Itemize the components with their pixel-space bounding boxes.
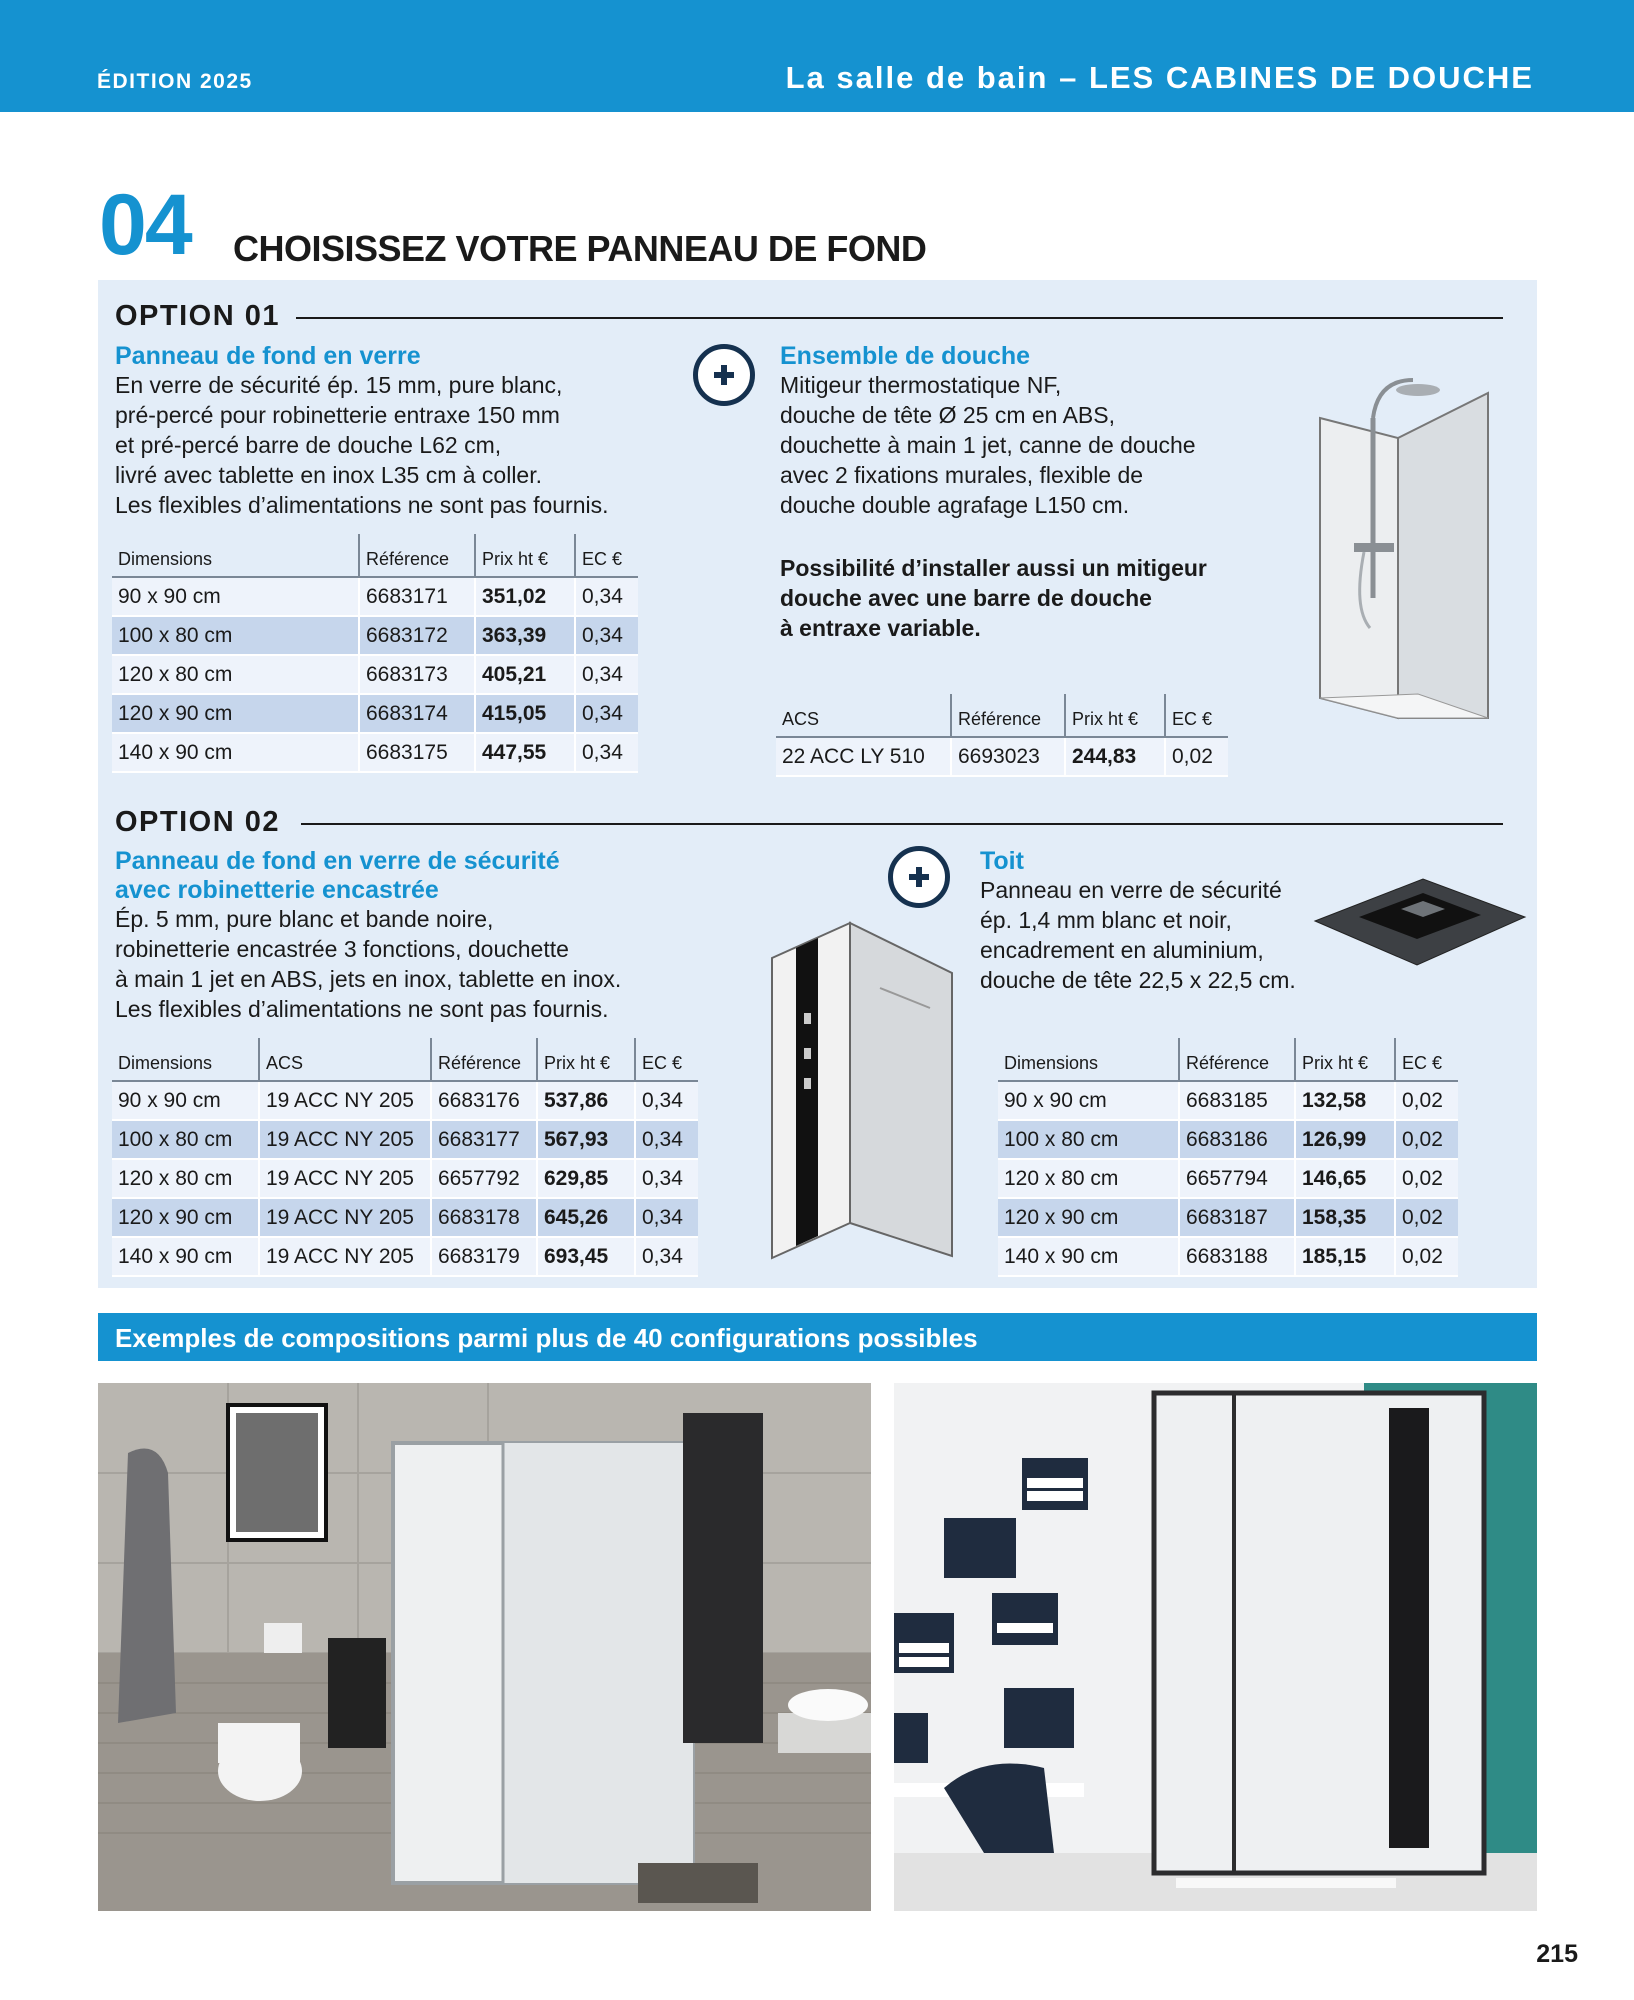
- price-cell: 146,65: [1295, 1159, 1395, 1198]
- table-row: [998, 1120, 1458, 1159]
- col-header: ACS: [259, 1038, 431, 1081]
- cell: 19 ACC NY 205: [259, 1237, 431, 1276]
- cell: 90 x 90 cm: [998, 1081, 1179, 1120]
- cell: 90 x 90 cm: [112, 1081, 259, 1120]
- price-cell: 415,05: [475, 694, 575, 733]
- edition-label: ÉDITION 2025: [97, 70, 253, 93]
- note-line: à entraxe variable.: [780, 615, 981, 641]
- desc-line: douchette à main 1 jet, canne de douche: [780, 432, 1196, 458]
- table-row: [112, 733, 638, 772]
- desc-line: douche double agrafage L150 cm.: [780, 492, 1130, 518]
- price-cell: 244,83: [1065, 737, 1165, 776]
- option-2-label: OPTION 02: [115, 806, 280, 838]
- col-header: Référence: [1179, 1038, 1295, 1081]
- roof-illustration: [1313, 875, 1528, 975]
- table-row: [112, 1237, 698, 1276]
- option-2-price-table: [112, 1038, 698, 1277]
- cell: 0,34: [635, 1081, 698, 1120]
- cell: 19 ACC NY 205: [259, 1198, 431, 1237]
- cell: 6683175: [359, 733, 475, 772]
- cell: 120 x 90 cm: [998, 1198, 1179, 1237]
- col-header: Dimensions: [112, 1038, 259, 1081]
- cell: 6683188: [1179, 1237, 1295, 1276]
- note-line: douche avec une barre de douche: [780, 585, 1152, 611]
- table-row: [112, 694, 638, 733]
- price-cell: 185,15: [1295, 1237, 1395, 1276]
- price-cell: 132,58: [1295, 1081, 1395, 1120]
- option-1-label: OPTION 01: [115, 300, 280, 332]
- cell: 22 ACC LY 510: [776, 737, 951, 776]
- cell: 0,02: [1395, 1237, 1458, 1276]
- plus-icon: [693, 344, 755, 406]
- cell: 0,02: [1395, 1081, 1458, 1120]
- cell: 120 x 80 cm: [112, 1159, 259, 1198]
- option-2-title: [115, 847, 560, 905]
- desc-line: Mitigeur thermostatique NF,: [780, 372, 1062, 398]
- option-1-description: [115, 370, 609, 520]
- cell: 6683174: [359, 694, 475, 733]
- cell: 100 x 80 cm: [998, 1120, 1179, 1159]
- examples-banner-text: Exemples de compositions parmi plus de 40 configurations possibles: [115, 1323, 978, 1353]
- cell: 6683176: [431, 1081, 537, 1120]
- price-cell: 537,86: [537, 1081, 635, 1120]
- cell: 140 x 90 cm: [112, 733, 359, 772]
- table-row: [112, 1081, 698, 1120]
- desc-line: encadrement en aluminium,: [980, 937, 1264, 963]
- col-header: ACS: [776, 694, 951, 737]
- cell: 0,02: [1395, 1198, 1458, 1237]
- option-1-rule: [296, 317, 1503, 319]
- desc-line: douche de tête Ø 25 cm en ABS,: [780, 402, 1115, 428]
- cell: 100 x 80 cm: [112, 1120, 259, 1159]
- col-header: EC €: [1395, 1038, 1458, 1081]
- col-header: Dimensions: [112, 534, 359, 577]
- price-cell: 405,21: [475, 655, 575, 694]
- desc-line: Les flexibles d’alimentations ne sont pas fournis.: [115, 996, 609, 1022]
- cell: 0,34: [635, 1120, 698, 1159]
- roof-title: Toit: [980, 847, 1024, 875]
- cell: 6693023: [951, 737, 1065, 776]
- desc-line: livré avec tablette en inox L35 cm à coller.: [115, 462, 543, 488]
- cell: 19 ACC NY 205: [259, 1159, 431, 1198]
- cell: 19 ACC NY 205: [259, 1081, 431, 1120]
- table-row: [998, 1237, 1458, 1276]
- col-header: Prix ht €: [1295, 1038, 1395, 1081]
- desc-line: avec 2 fixations murales, flexible de: [780, 462, 1144, 488]
- cell: 120 x 90 cm: [112, 1198, 259, 1237]
- cell: 6683173: [359, 655, 475, 694]
- col-header: Prix ht €: [1065, 694, 1165, 737]
- table-row: [112, 1120, 698, 1159]
- price-cell: 567,93: [537, 1120, 635, 1159]
- example-photo-2: [894, 1383, 1537, 1911]
- example-photo-1: [98, 1383, 871, 1911]
- table-row: [112, 577, 638, 616]
- shower-set-illustration: [1298, 368, 1508, 738]
- cell: 6683171: [359, 577, 475, 616]
- page-header: [0, 0, 1634, 112]
- option-1-price-table: [112, 534, 638, 773]
- cell: 19 ACC NY 205: [259, 1120, 431, 1159]
- cell: 140 x 90 cm: [112, 1237, 259, 1276]
- shower-set-price-table: [776, 694, 1228, 777]
- price-cell: 363,39: [475, 616, 575, 655]
- table-row: [998, 1198, 1458, 1237]
- title-line: Panneau de fond en verre de sécurité: [115, 847, 560, 875]
- cell: 0,34: [575, 577, 638, 616]
- col-header: EC €: [575, 534, 638, 577]
- cell: 100 x 80 cm: [112, 616, 359, 655]
- price-cell: 447,55: [475, 733, 575, 772]
- section-title: CHOISISSEZ VOTRE PANNEAU DE FOND: [233, 228, 927, 269]
- option-2-rule: [301, 823, 1503, 825]
- col-header: EC €: [1165, 694, 1228, 737]
- desc-line: et pré-percé barre de douche L62 cm,: [115, 432, 502, 458]
- cell: 90 x 90 cm: [112, 577, 359, 616]
- cell: 0,02: [1395, 1120, 1458, 1159]
- cell: 0,34: [635, 1237, 698, 1276]
- cell: 6683187: [1179, 1198, 1295, 1237]
- cell: 0,34: [575, 655, 638, 694]
- examples-banner: [98, 1313, 1537, 1361]
- option-2-panel-illustration: [770, 918, 970, 1263]
- shower-set-description: [780, 370, 1196, 520]
- desc-line: robinetterie encastrée 3 fonctions, douchette: [115, 936, 569, 962]
- title-line: avec robinetterie encastrée: [115, 876, 439, 904]
- price-cell: 645,26: [537, 1198, 635, 1237]
- col-header: EC €: [635, 1038, 698, 1081]
- price-cell: 351,02: [475, 577, 575, 616]
- table-row: [776, 737, 1228, 776]
- price-cell: 693,45: [537, 1237, 635, 1276]
- cell: 0,34: [635, 1159, 698, 1198]
- col-header: Référence: [951, 694, 1065, 737]
- cell: 140 x 90 cm: [998, 1237, 1179, 1276]
- cell: 120 x 80 cm: [112, 655, 359, 694]
- roof-price-table: [998, 1038, 1458, 1277]
- desc-line: ép. 1,4 mm blanc et noir,: [980, 907, 1232, 933]
- cell: 6657792: [431, 1159, 537, 1198]
- cell: 0,34: [575, 694, 638, 733]
- cell: 0,02: [1165, 737, 1228, 776]
- option-2-description: [115, 904, 621, 1024]
- cell: 6657794: [1179, 1159, 1295, 1198]
- cell: 6683179: [431, 1237, 537, 1276]
- col-header: Référence: [431, 1038, 537, 1081]
- section-running-title: La salle de bain – LES CABINES DE DOUCHE: [785, 60, 1534, 95]
- col-header: Prix ht €: [537, 1038, 635, 1081]
- desc-line: pré-percé pour robinetterie entraxe 150 mm: [115, 402, 560, 428]
- price-cell: 629,85: [537, 1159, 635, 1198]
- table-row: [112, 1159, 698, 1198]
- col-header: Prix ht €: [475, 534, 575, 577]
- table-row: [998, 1081, 1458, 1120]
- cell: 120 x 90 cm: [112, 694, 359, 733]
- shower-set-note: [780, 553, 1207, 643]
- cell: 6683178: [431, 1198, 537, 1237]
- cell: 0,34: [575, 733, 638, 772]
- shower-set-title: Ensemble de douche: [780, 342, 1031, 370]
- table-row: [112, 1198, 698, 1237]
- options-panel: [98, 280, 1537, 1288]
- cell: 0,02: [1395, 1159, 1458, 1198]
- cell: 120 x 80 cm: [998, 1159, 1179, 1198]
- roof-description: [980, 875, 1296, 995]
- desc-line: En verre de sécurité ép. 15 mm, pure blanc,: [115, 372, 563, 398]
- price-cell: 158,35: [1295, 1198, 1395, 1237]
- cell: 0,34: [575, 616, 638, 655]
- col-header: Référence: [359, 534, 475, 577]
- cell: 6683172: [359, 616, 475, 655]
- col-header: Dimensions: [998, 1038, 1179, 1081]
- option-1-title: Panneau de fond en verre: [115, 342, 421, 370]
- desc-line: Les flexibles d’alimentations ne sont pas fournis.: [115, 492, 609, 518]
- cell: 6683186: [1179, 1120, 1295, 1159]
- price-cell: 126,99: [1295, 1120, 1395, 1159]
- page-number: 215: [1536, 1940, 1578, 1968]
- table-row: [998, 1159, 1458, 1198]
- desc-line: à main 1 jet en ABS, jets en inox, tablette en inox.: [115, 966, 622, 992]
- desc-line: Panneau en verre de sécurité: [980, 877, 1282, 903]
- plus-icon: [888, 846, 950, 908]
- table-row: [112, 616, 638, 655]
- table-row: [112, 655, 638, 694]
- section-number: 04: [99, 177, 191, 273]
- desc-line: Ép. 5 mm, pure blanc et bande noire,: [115, 906, 494, 932]
- cell: 0,34: [635, 1198, 698, 1237]
- cell: 6683185: [1179, 1081, 1295, 1120]
- cell: 6683177: [431, 1120, 537, 1159]
- desc-line: douche de tête 22,5 x 22,5 cm.: [980, 967, 1296, 993]
- note-line: Possibilité d’installer aussi un mitigeur: [780, 555, 1207, 581]
